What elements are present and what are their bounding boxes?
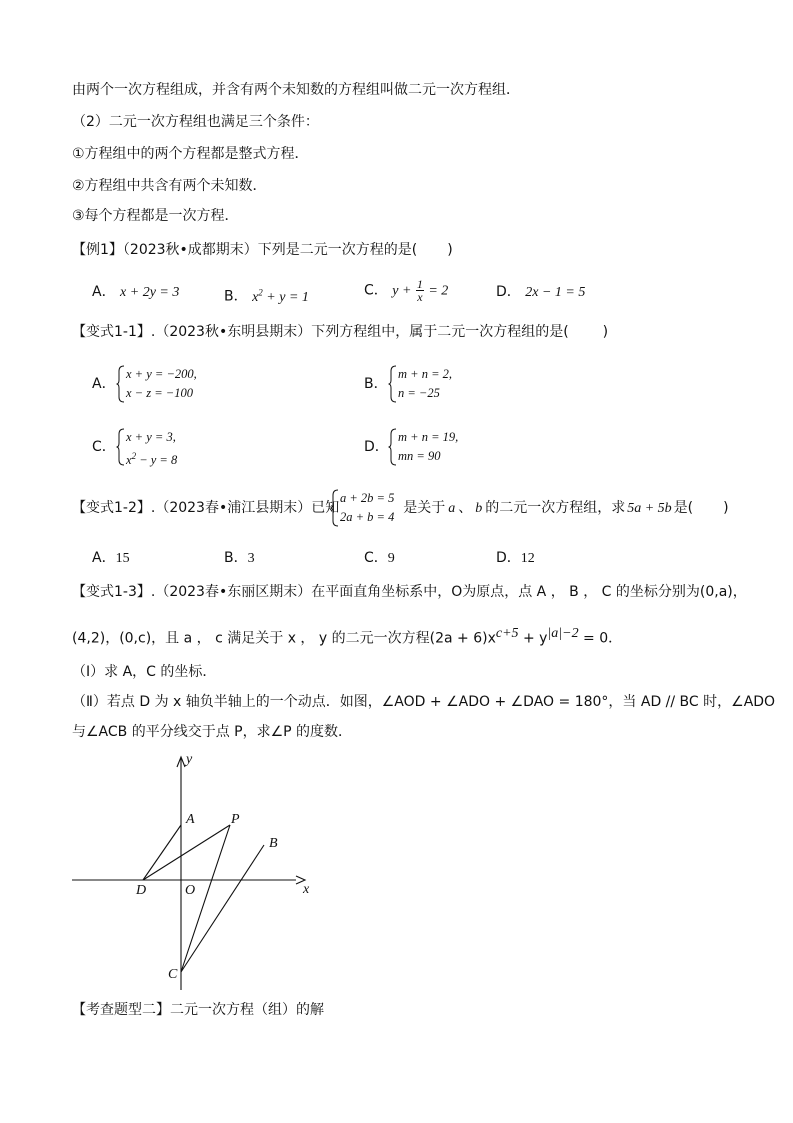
section-title: 【考查题型二】二元一次方程（组）的解 (72, 1002, 324, 1018)
option-label: A． (92, 284, 116, 300)
label-O: O (185, 883, 196, 898)
segment-DP (143, 825, 230, 880)
definition-text: 由两个一次方程组成，并含有两个未知数的方程组叫做二元一次方程组． (72, 82, 520, 98)
label-B: B (269, 836, 278, 851)
condition-1: ①方程组中的两个方程都是整式方程． (72, 146, 309, 162)
option-label: B． (224, 288, 248, 305)
conditions-title: （2）二元一次方程组也满足三个条件： (72, 114, 319, 130)
variant12-option-b[interactable]: B．3 (224, 550, 255, 566)
system-b: m + n = 2, n = −25 (388, 365, 508, 403)
label-A: A (186, 812, 195, 827)
option-expr: 2x − 1 = 5 (525, 285, 586, 300)
variant11-question: 【变式1-1】.（2023秋•东明县期末）下列方程组中，属于二元一次方程组的是( ) (72, 324, 609, 340)
variant12-option-a[interactable]: A．15 (92, 550, 130, 566)
variant11-option-d[interactable]: D． (364, 439, 389, 455)
label-x: x (303, 882, 310, 897)
segment-CP (181, 825, 230, 972)
variant13-line2: (4,2)，(0,c)，且 a ， c 满足关于 x ， y 的二元一次方程$(2a + 6)x^{c+5} + y^{|a|-2} = 0$． (72, 626, 623, 647)
system-d: m + n = 19, mn = 90 (388, 428, 508, 466)
segment-DA (143, 825, 181, 880)
variant13-part2-line1: （Ⅱ）若点 D 为 x 轴负半轴上的一个动点．如图，∠AOD + ∠ADO + ∠DAO = 180°，当 AD // BC 时，∠ADO (72, 694, 776, 710)
label-y: y (186, 752, 193, 767)
variant13-line1: 【变式1-3】.（2023春•东丽区期末）在平面直角坐标系中，O为原点，点 A ， B ， C 的坐标分别为(0,a)， (72, 584, 747, 600)
variant11-option-c[interactable]: C． (92, 439, 116, 455)
option-expr: y + (392, 283, 412, 299)
variant13-part1: （Ⅰ）求 A，C 的坐标． (72, 664, 217, 680)
system-a: x + y = −200, x − z = −100 (116, 365, 236, 403)
fraction: $\frac{1}{x}$ (416, 277, 423, 304)
variant12-question: 【变式1-2】.（2023春•浦江县期末）已知 是关于 a 、 b 的二元一次方程组，求 5a + 5b 是( ) (72, 500, 729, 516)
variant11-option-b[interactable]: B． (364, 376, 388, 392)
system-c: x + y = 3, $x^2 - y = 8$ (116, 428, 236, 466)
variant12-option-c[interactable]: C．9 (364, 550, 395, 566)
example1-suffix: ) (447, 242, 453, 258)
example1-prefix: 【例1】（2023秋•成都期末）下列是二元一次方程的是( (72, 242, 418, 258)
variant11-option-a[interactable]: A． (92, 376, 116, 392)
option-expr: x + 2y = 3 (120, 285, 180, 300)
label-C: C (168, 967, 178, 982)
example1-option-c[interactable]: C． y + $\frac{1}{x}$ = 2 (364, 277, 449, 304)
option-label: D． (496, 284, 521, 300)
label-D: D (136, 883, 147, 898)
condition-3: ③每个方程都是一次方程． (72, 208, 239, 224)
variant12-system: a + 2b = 5 2a + b = 4 (330, 489, 400, 527)
variant13-part2-line2: 与∠ACB 的平分线交于点 P，求∠P 的度数． (72, 724, 353, 740)
variant12-option-d[interactable]: D．12 (496, 550, 535, 566)
condition-2: ②方程组中共含有两个未知数． (72, 178, 267, 194)
option-expr: $x^2 + y = 1$ (252, 287, 309, 305)
option-label: C． (364, 282, 388, 299)
segment-CB (181, 845, 264, 972)
label-P: P (231, 812, 240, 827)
